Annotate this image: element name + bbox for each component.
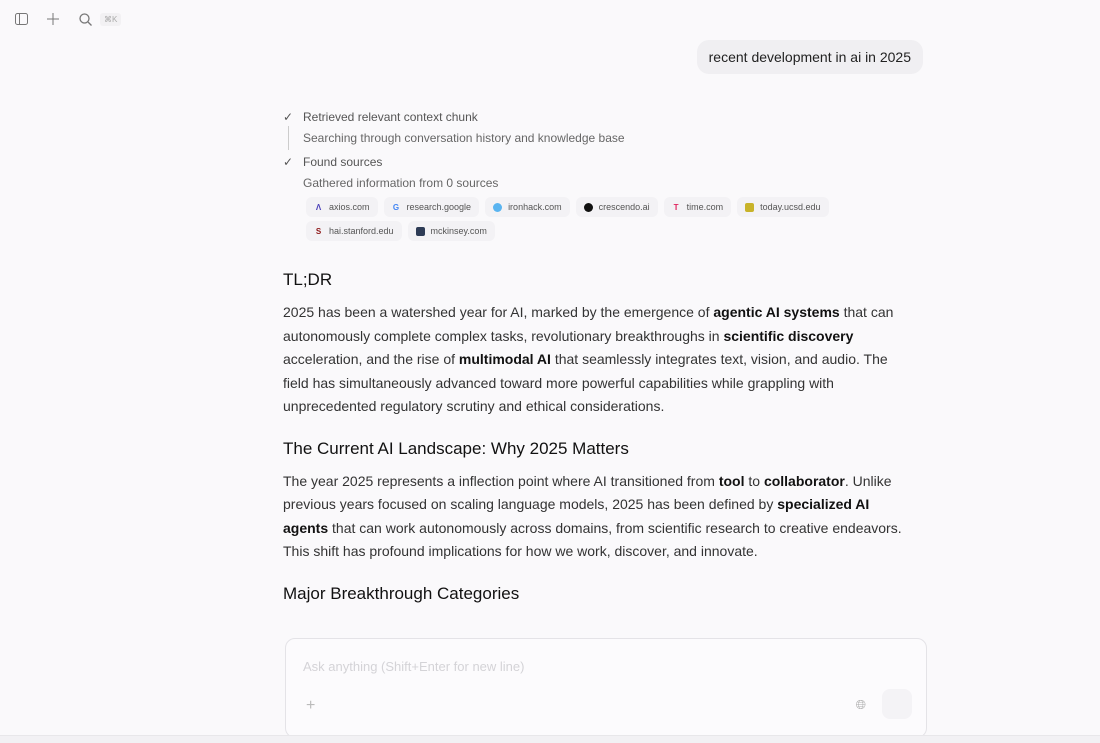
source-chip[interactable] xyxy=(664,197,732,217)
crescendo-icon xyxy=(584,203,593,212)
step-detail: Searching through conversation history and knowledge base xyxy=(288,126,923,150)
text: The year 2025 represents a inflection point where AI transitioned from xyxy=(283,472,719,489)
step-title: Retrieved relevant context chunk xyxy=(303,110,478,124)
heading-tldr: TL;DR xyxy=(283,270,333,289)
message-input[interactable]: Ask anything (Shift+Enter for new line) xyxy=(303,659,525,674)
text: that can autonomously complete complex tasks, revolutionary breakthroughs in xyxy=(283,304,894,344)
source-chip[interactable] xyxy=(737,197,828,217)
search-shortcut: ⌘K xyxy=(100,13,121,26)
source-label: hai.stanford.edu xyxy=(329,226,394,236)
source-label: time.com xyxy=(686,202,724,212)
step-detail: Gathered information from 0 sources xyxy=(303,176,499,190)
source-label: research.google xyxy=(406,202,472,212)
source-label: today.ucsd.edu xyxy=(760,202,821,212)
axios-icon: Λ xyxy=(315,202,322,212)
assistant-response xyxy=(283,268,913,606)
check-icon: ✓ xyxy=(283,110,294,124)
heading-breakthroughs: Major Breakthrough Categories xyxy=(283,583,520,603)
text: acceleration, and the rise of xyxy=(283,351,459,367)
source-label: mckinsey.com xyxy=(430,226,487,236)
source-chip[interactable] xyxy=(306,221,402,241)
ucsd-icon xyxy=(745,203,754,212)
bold-text: collaborator xyxy=(763,472,845,489)
text: that seamlessly integrates text, vision, and audio. The field has simultaneously advanced toward more powerful capabilities while grappling with unprecedented regulatory scrutiny and ethical considerations. xyxy=(283,351,888,414)
heading-landscape: The Current AI Landscape: Why 2025 Matters xyxy=(283,438,629,458)
google-icon: G xyxy=(392,202,400,212)
bold-text: tool xyxy=(718,472,745,489)
bold-text: agentic AI systems xyxy=(713,304,840,320)
text: that can work autonomously across domains, from scientific research to creative endeavors. This shift has profound implications for how we work, discover, and innovate. xyxy=(283,519,902,559)
paragraph-landscape xyxy=(283,470,913,564)
user-message-bubble: recent development in ai in 2025 xyxy=(697,40,923,74)
bold-text: scientific discovery xyxy=(723,327,854,344)
paragraph-tldr xyxy=(283,301,913,419)
step-found-sources xyxy=(283,153,923,171)
source-label: ironhack.com xyxy=(508,202,562,212)
send-button[interactable] xyxy=(882,689,912,719)
mckinsey-icon xyxy=(416,227,425,236)
text: . Unlike previous years focused on scaling language models, 2025 has been defined by xyxy=(283,472,892,512)
step-retrieved xyxy=(283,108,923,126)
ironhack-icon xyxy=(493,203,502,212)
top-toolbar xyxy=(12,10,121,28)
search-icon[interactable] xyxy=(76,10,94,28)
bottom-divider xyxy=(0,735,1100,743)
attach-plus-icon[interactable]: + xyxy=(306,697,316,714)
time-icon: T xyxy=(673,202,679,212)
bold-text: specialized AI agents xyxy=(283,496,870,536)
step-title: Found sources xyxy=(303,155,383,169)
reasoning-steps xyxy=(283,108,923,241)
sidebar-toggle-icon[interactable] xyxy=(12,10,30,28)
new-chat-plus-icon[interactable] xyxy=(44,10,62,28)
source-chip[interactable] xyxy=(384,197,480,217)
check-icon: ✓ xyxy=(283,155,294,169)
source-label: crescendo.ai xyxy=(598,202,650,212)
chat-composer[interactable] xyxy=(285,638,927,738)
bold-text: multimodal AI xyxy=(458,351,551,367)
source-chip[interactable] xyxy=(306,197,378,217)
source-chip[interactable] xyxy=(485,197,570,217)
text: to xyxy=(744,472,764,489)
source-chips xyxy=(306,197,926,241)
stanford-icon: S xyxy=(315,226,322,236)
source-chip[interactable] xyxy=(408,221,495,241)
web-search-globe-icon[interactable]: 🌐︎ xyxy=(855,697,866,712)
source-chip[interactable] xyxy=(576,197,658,217)
text: 2025 has been a watershed year for AI, marked by the emergence of xyxy=(283,304,714,320)
source-label: axios.com xyxy=(329,202,370,212)
